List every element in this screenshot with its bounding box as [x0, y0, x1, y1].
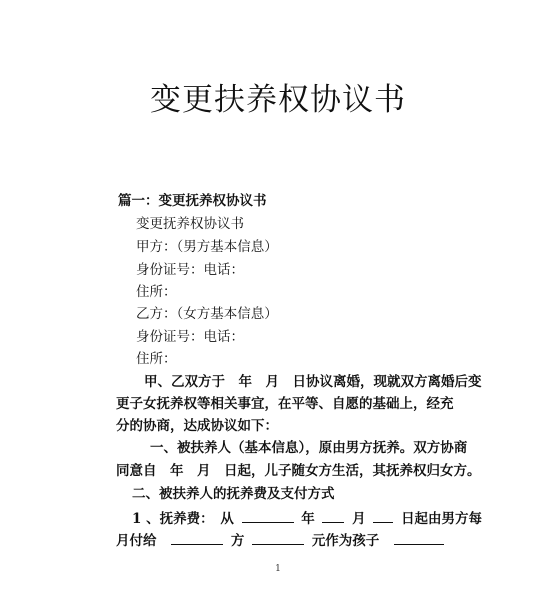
intro-paragraph-line-2: 更子女抚养权等相关事宜，在平等、自愿的基础上，经充	[116, 396, 454, 412]
intro-paragraph-line-3: 分的协商，达成协议如下：	[116, 418, 278, 434]
month-label: 月	[352, 511, 366, 527]
party-b-address-line: 住所：	[136, 351, 177, 367]
intro-paragraph-line-1: 甲、乙双方于 年 月 日协议离婚，现就双方离婚后变	[144, 374, 482, 390]
clause-1-line-2: 同意自 年 月 日起，儿子随女方生活，其抚养权归女方。	[116, 463, 481, 479]
party-a-line: 甲方：（男方基本信息）	[136, 239, 278, 255]
payment-item-1-line	[132, 510, 482, 527]
section-heading: 篇一：变更抚养权协议书	[118, 193, 267, 209]
document-title: 变更扶养权协议书	[150, 82, 406, 118]
day-label: 日起由男方每	[401, 511, 483, 527]
monthly-payment-label: 月付给	[116, 533, 157, 549]
party-a-id-line: 身份证号：电话：	[136, 262, 244, 278]
party-label: 方	[230, 533, 245, 549]
payment-item-2-line	[116, 532, 447, 549]
payment-item-1-label: 1 、抚养费： 从	[132, 511, 234, 527]
document-subheading: 变更抚养权协议书	[136, 216, 244, 232]
party-b-id-line: 身份证号：电话：	[136, 329, 244, 345]
amount-label: 元作为孩子	[311, 533, 380, 549]
year-label: 年	[301, 511, 315, 527]
clause-2-heading: 二、被扶养人的抚养费及支付方式	[132, 486, 335, 502]
month-blank-field	[322, 510, 344, 523]
page-number: 1	[275, 564, 281, 574]
day-blank-field	[373, 510, 393, 523]
clause-1-line-1: 一、被扶养人（基本信息），原由男方抚养。双方协商	[150, 440, 468, 456]
party-a-address-line: 住所：	[136, 284, 177, 300]
recipient-blank-field	[171, 532, 223, 545]
year-blank-field	[242, 510, 294, 523]
amount-blank-field	[252, 532, 304, 545]
party-b-line: 乙方：（女方基本信息）	[136, 306, 278, 322]
child-blank-field	[394, 532, 444, 545]
